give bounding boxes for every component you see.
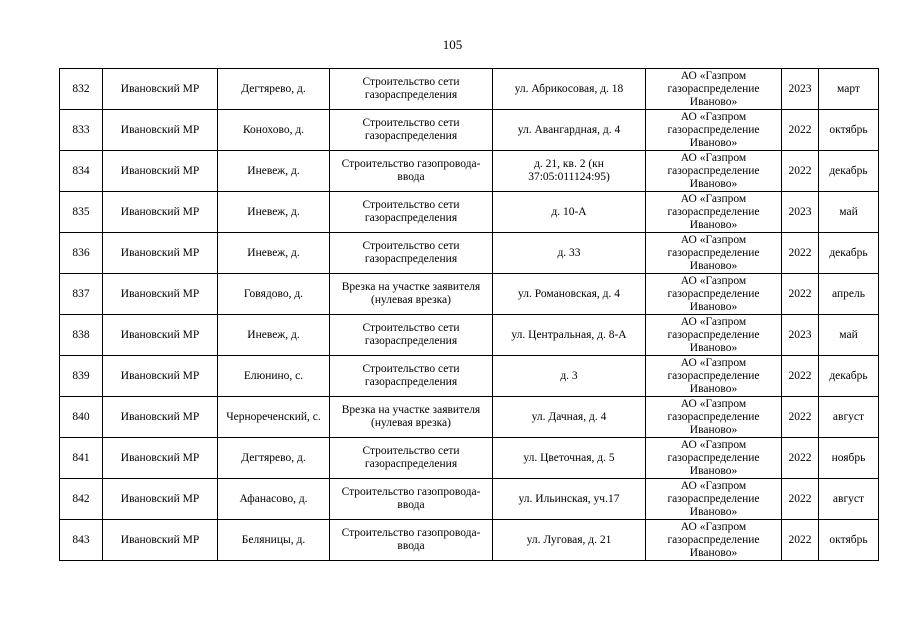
table-row [60, 397, 879, 438]
address-cell: ул. Дачная, д. 4 [493, 397, 646, 438]
address-cell: д. 3 [493, 356, 646, 397]
district-cell: Ивановский МР [103, 151, 218, 192]
month-cell: октябрь [819, 110, 879, 151]
year-cell: 2022 [782, 233, 819, 274]
month-cell: май [819, 315, 879, 356]
settlement-cell: Дегтярево, д. [218, 69, 330, 110]
district-cell: Ивановский МР [103, 69, 218, 110]
organization-cell: АО «Газпром газораспределение Иваново» [646, 151, 782, 192]
organization-cell: АО «Газпром газораспределение Иваново» [646, 315, 782, 356]
year-cell: 2022 [782, 438, 819, 479]
month-cell: декабрь [819, 233, 879, 274]
address-cell: ул. Луговая, д. 21 [493, 520, 646, 561]
work-type-cell: Строительство газопровода-ввода [330, 479, 493, 520]
table-row [60, 69, 879, 110]
table-row [60, 192, 879, 233]
year-cell: 2022 [782, 520, 819, 561]
district-cell: Ивановский МР [103, 397, 218, 438]
row-number-cell: 833 [60, 110, 103, 151]
settlement-cell: Афанасово, д. [218, 479, 330, 520]
settlement-cell: Елюнино, с. [218, 356, 330, 397]
settlement-cell: Чернореченский, с. [218, 397, 330, 438]
organization-cell: АО «Газпром газораспределение Иваново» [646, 110, 782, 151]
work-type-cell: Строительство сети газораспределения [330, 438, 493, 479]
year-cell: 2023 [782, 69, 819, 110]
row-number-cell: 840 [60, 397, 103, 438]
table-row [60, 110, 879, 151]
address-cell: д. 21, кв. 2 (кн 37:05:011124:95) [493, 151, 646, 192]
year-cell: 2022 [782, 479, 819, 520]
table-row [60, 479, 879, 520]
settlement-cell: Конохово, д. [218, 110, 330, 151]
work-type-cell: Строительство сети газораспределения [330, 69, 493, 110]
settlement-cell: Иневеж, д. [218, 233, 330, 274]
year-cell: 2022 [782, 151, 819, 192]
month-cell: август [819, 479, 879, 520]
address-cell: ул. Авангардная, д. 4 [493, 110, 646, 151]
table-row [60, 233, 879, 274]
work-type-cell: Строительство газопровода-ввода [330, 151, 493, 192]
year-cell: 2022 [782, 110, 819, 151]
work-type-cell: Врезка на участке заявителя (нулевая врезка) [330, 397, 493, 438]
work-type-cell: Строительство газопровода-ввода [330, 520, 493, 561]
row-number-cell: 842 [60, 479, 103, 520]
address-cell: д. 10-А [493, 192, 646, 233]
settlement-cell: Иневеж, д. [218, 192, 330, 233]
year-cell: 2022 [782, 274, 819, 315]
settlement-cell: Иневеж, д. [218, 151, 330, 192]
district-cell: Ивановский МР [103, 274, 218, 315]
table-row [60, 438, 879, 479]
settlement-cell: Беляницы, д. [218, 520, 330, 561]
organization-cell: АО «Газпром газораспределение Иваново» [646, 274, 782, 315]
row-number-cell: 837 [60, 274, 103, 315]
table-row [60, 151, 879, 192]
page-number: 105 [442, 37, 463, 52]
settlement-cell: Иневеж, д. [218, 315, 330, 356]
gasification-table [59, 68, 879, 561]
table-row [60, 274, 879, 315]
address-cell: ул. Ильинская, уч.17 [493, 479, 646, 520]
year-cell: 2022 [782, 397, 819, 438]
work-type-cell: Строительство сети газораспределения [330, 110, 493, 151]
table-row [60, 356, 879, 397]
organization-cell: АО «Газпром газораспределение Иваново» [646, 233, 782, 274]
address-cell: ул. Центральная, д. 8-А [493, 315, 646, 356]
district-cell: Ивановский МР [103, 233, 218, 274]
row-number-cell: 843 [60, 520, 103, 561]
settlement-cell: Дегтярево, д. [218, 438, 330, 479]
work-type-cell: Строительство сети газораспределения [330, 356, 493, 397]
row-number-cell: 838 [60, 315, 103, 356]
row-number-cell: 839 [60, 356, 103, 397]
address-cell: ул. Абрикосовая, д. 18 [493, 69, 646, 110]
district-cell: Ивановский МР [103, 520, 218, 561]
address-cell: д. 33 [493, 233, 646, 274]
work-type-cell: Строительство сети газораспределения [330, 233, 493, 274]
organization-cell: АО «Газпром газораспределение Иваново» [646, 397, 782, 438]
organization-cell: АО «Газпром газораспределение Иваново» [646, 438, 782, 479]
year-cell: 2023 [782, 315, 819, 356]
work-type-cell: Строительство сети газораспределения [330, 315, 493, 356]
month-cell: ноябрь [819, 438, 879, 479]
table-row [60, 520, 879, 561]
month-cell: август [819, 397, 879, 438]
year-cell: 2023 [782, 192, 819, 233]
row-number-cell: 836 [60, 233, 103, 274]
row-number-cell: 834 [60, 151, 103, 192]
table-body [60, 69, 879, 561]
organization-cell: АО «Газпром газораспределение Иваново» [646, 520, 782, 561]
month-cell: май [819, 192, 879, 233]
district-cell: Ивановский МР [103, 315, 218, 356]
work-type-cell: Строительство сети газораспределения [330, 192, 493, 233]
work-type-cell: Врезка на участке заявителя (нулевая врезка) [330, 274, 493, 315]
month-cell: октябрь [819, 520, 879, 561]
row-number-cell: 841 [60, 438, 103, 479]
address-cell: ул. Романовская, д. 4 [493, 274, 646, 315]
district-cell: Ивановский МР [103, 110, 218, 151]
organization-cell: АО «Газпром газораспределение Иваново» [646, 356, 782, 397]
table-row [60, 315, 879, 356]
row-number-cell: 835 [60, 192, 103, 233]
organization-cell: АО «Газпром газораспределение Иваново» [646, 69, 782, 110]
district-cell: Ивановский МР [103, 438, 218, 479]
organization-cell: АО «Газпром газораспределение Иваново» [646, 192, 782, 233]
month-cell: апрель [819, 274, 879, 315]
organization-cell: АО «Газпром газораспределение Иваново» [646, 479, 782, 520]
row-number-cell: 832 [60, 69, 103, 110]
district-cell: Ивановский МР [103, 479, 218, 520]
year-cell: 2022 [782, 356, 819, 397]
settlement-cell: Говядово, д. [218, 274, 330, 315]
district-cell: Ивановский МР [103, 192, 218, 233]
month-cell: декабрь [819, 151, 879, 192]
district-cell: Ивановский МР [103, 356, 218, 397]
address-cell: ул. Цветочная, д. 5 [493, 438, 646, 479]
month-cell: март [819, 69, 879, 110]
month-cell: декабрь [819, 356, 879, 397]
